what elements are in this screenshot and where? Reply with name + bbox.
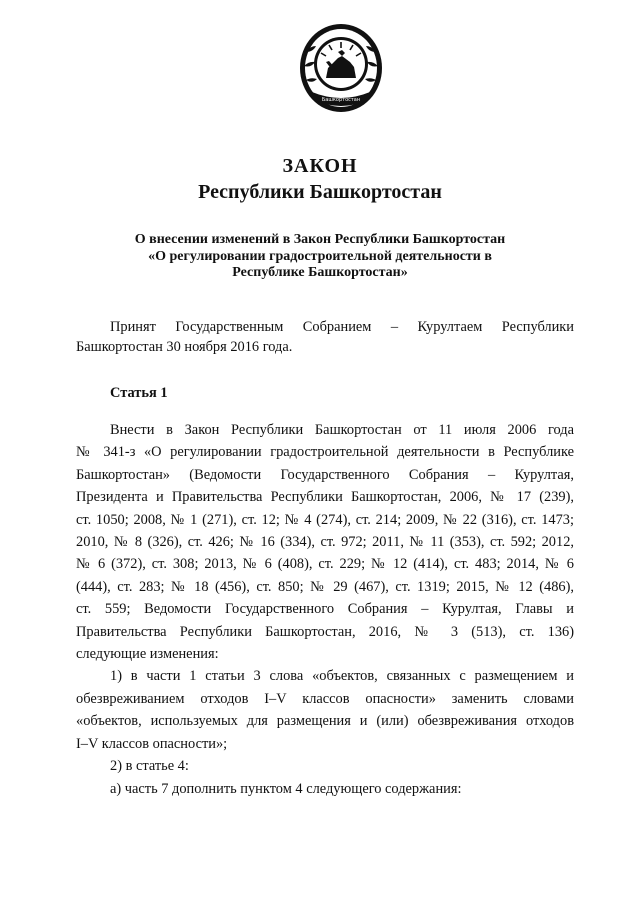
- body-line: Внести в Закон Республики Башкортостан от 11 июля 2006 года: [110, 422, 574, 438]
- adoption-note: [76, 317, 574, 357]
- document-title-republic: Республики Башкортостан: [198, 181, 442, 203]
- body-line: I–V классов опасности»;: [76, 735, 228, 752]
- adoption-line: Принят Государственным Собранием – Курултаем Республики: [110, 319, 574, 335]
- body-line: № 341-з «О регулировании градостроительной деятельности в Республике: [76, 444, 574, 461]
- body-line: а) часть 7 дополнить пунктом 4 следующего содержания:: [110, 780, 462, 797]
- law-subject: [0, 232, 640, 282]
- body-line: Президента и Правительства Республики Башкортостан, 2006, № 17 (239),: [76, 489, 574, 506]
- adoption-line: Башкортостан 30 ноября 2016 года.: [76, 339, 293, 355]
- body-line: «объектов, используемых для размещения и (или) обезвреживания отходов: [76, 713, 574, 730]
- body-line: № 6 (372), ст. 308; 2013, № 6 (408), ст. 229; № 12 (414), ст. 483; 2014, № 6: [76, 556, 574, 573]
- body-line: 2010, № 8 (326), ст. 426; № 16 (334), ст. 972; 2011, № 11 (353), ст. 592; 2012,: [76, 534, 574, 551]
- body-line: Правительства Республики Башкортостан, 2016, № 3 (513), ст. 136): [76, 623, 574, 640]
- article-body: [76, 419, 574, 800]
- emblem-motto: Башкортостан: [321, 97, 361, 103]
- body-line: ст. 559; Ведомости Государственного Собрания – Курултая, Главы и: [76, 601, 574, 618]
- body-line: ст. 1050; 2008, № 1 (271), ст. 12; № 4 (274), ст. 214; 2009, № 22 (316), ст. 1473;: [76, 511, 574, 528]
- body-line: обезвреживанием отходов I–V классов опасности» заменить словами: [76, 690, 574, 707]
- document-title: ЗАКОН: [282, 155, 358, 177]
- subject-line: О внесении изменений в Закон Республики Башкортостан: [134, 232, 506, 247]
- body-line: Башкортостан» (Ведомости Государственного Собрания – Курултая,: [76, 466, 574, 483]
- body-line: 2) в статье 4:: [110, 758, 189, 775]
- coat-of-arms-icon: [298, 22, 384, 114]
- subject-line: «О регулировании градостроительной деятельности в: [148, 248, 492, 264]
- body-line: (444), ст. 283; № 18 (456), ст. 850; № 29 (467), ст. 1319; 2015, № 12 (486),: [76, 578, 574, 595]
- subject-line: Республике Башкортостан»: [232, 265, 408, 280]
- article-heading: Статья 1: [110, 385, 168, 401]
- body-line: следующие изменения:: [76, 646, 219, 663]
- body-line: 1) в части 1 статьи 3 слова «объектов, связанных с размещением и: [110, 668, 574, 685]
